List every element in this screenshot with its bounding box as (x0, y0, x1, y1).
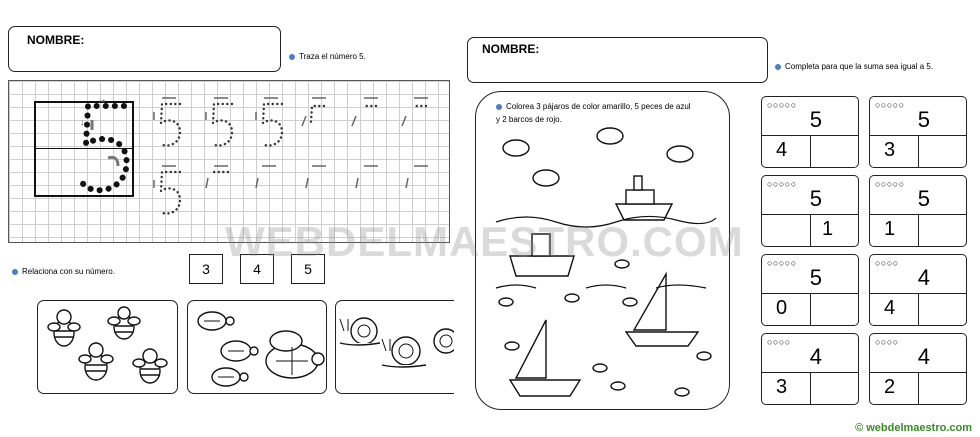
card-given: 4 (776, 139, 788, 161)
sum-instruction-text: Completa para que la suma sea igual a 5. (785, 62, 934, 71)
card-dots: ○○○○○ (767, 100, 797, 110)
card-given: 3 (776, 376, 788, 398)
bullet-icon (775, 64, 781, 70)
left-name-label: NOMBRE: (27, 33, 85, 47)
arrow-right-icon: ➞ (98, 96, 106, 106)
dotted-five-row1 (150, 96, 440, 156)
turtles-picture-box (187, 300, 327, 394)
card-dots: ○○○○○ (767, 258, 797, 268)
sum-card (761, 333, 859, 405)
snail-drawing (336, 301, 454, 393)
sum-card (869, 333, 967, 405)
number-box-3: 3 (189, 254, 223, 284)
card-total: 4 (917, 265, 930, 290)
sum-card (761, 96, 859, 168)
card-total: 4 (809, 344, 822, 369)
watermark-text: WEBDELMAESTRO.COM (225, 218, 744, 265)
number-box-4: 4 (240, 254, 274, 284)
card-total: 5 (917, 186, 930, 211)
card-given: 2 (884, 376, 896, 398)
coloring-instruction-line2: y 2 barcos de rojo. (496, 115, 562, 124)
card-total: 5 (917, 107, 930, 132)
sum-instruction (775, 62, 933, 71)
card-dots: ○○○○ (875, 337, 899, 347)
match-instruction-text: Relaciona con su número. (22, 267, 115, 276)
card-total: 4 (917, 344, 930, 369)
sum-card (869, 96, 967, 168)
card-given: 1 (822, 218, 834, 240)
right-name-label: NOMBRE: (482, 42, 540, 56)
large-dotted-five (78, 100, 138, 196)
sum-card (869, 254, 967, 326)
snails-picture-box (335, 300, 454, 394)
card-total: 5 (809, 107, 822, 132)
coloring-instruction-line1: Colorea 3 pájaros de color amarillo, 5 peces de azul (506, 102, 691, 111)
bees-picture-box (37, 300, 178, 394)
card-dots: ○○○○ (767, 337, 791, 347)
match-instruction (12, 267, 115, 276)
site-credit[interactable]: © webdelmaestro.com (855, 422, 972, 434)
card-dots: ○○○○ (875, 258, 899, 268)
turtle-drawing (188, 301, 326, 393)
sum-card (761, 175, 859, 247)
trace-instruction (289, 52, 366, 61)
card-given: 4 (884, 297, 896, 319)
card-total: 5 (809, 186, 822, 211)
number-box-5: 5 (291, 254, 325, 284)
trace-instruction-text: Traza el número 5. (299, 52, 366, 61)
card-dots: ○○○○○ (767, 179, 797, 189)
arrow-down-icon: ↓ (80, 117, 85, 127)
sum-card (869, 175, 967, 247)
card-dots: ○○○○○ (875, 179, 905, 189)
card-dots: ○○○○○ (875, 100, 905, 110)
dotted-five-row2 (150, 164, 440, 224)
card-given: 3 (884, 139, 896, 161)
sum-card (761, 254, 859, 326)
card-given: 0 (776, 297, 788, 319)
bee-drawing (38, 301, 177, 393)
card-total: 5 (809, 265, 822, 290)
card-given: 1 (884, 218, 896, 240)
bullet-icon (12, 269, 18, 275)
bullet-icon (289, 54, 295, 60)
